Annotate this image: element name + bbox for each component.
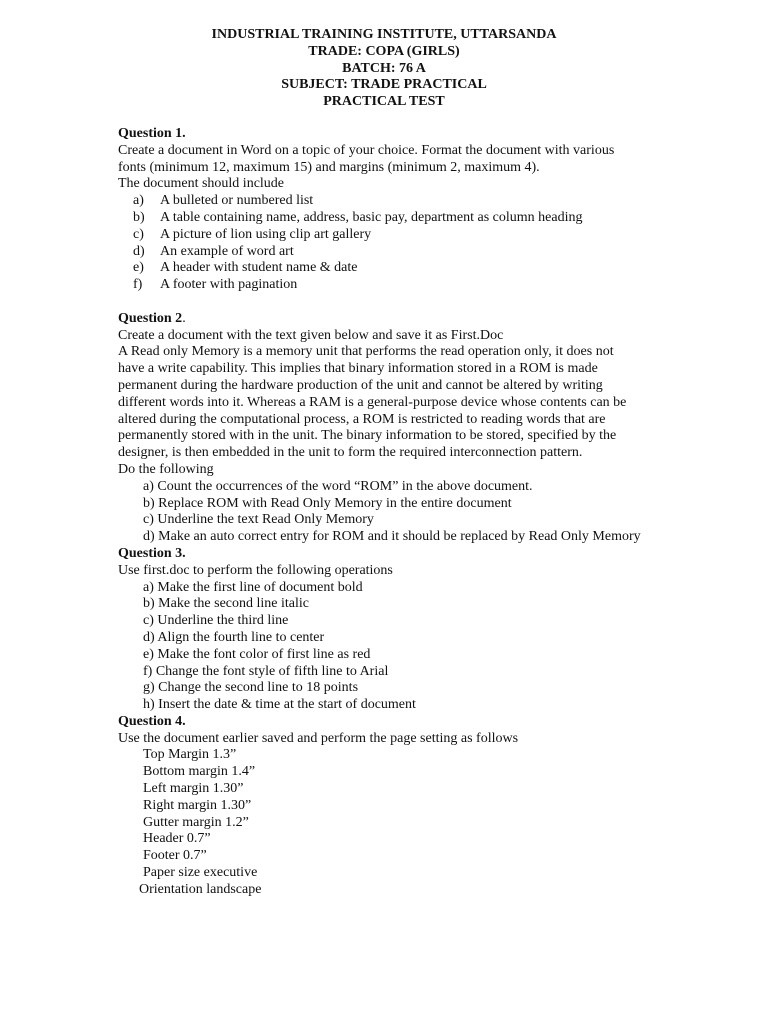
list-item-text: A bulleted or numbered list: [160, 193, 314, 209]
list-item-text: A picture of lion using clip art gallery: [160, 226, 372, 242]
list-marker: a): [133, 193, 144, 209]
list-item: Orientation landscape: [139, 881, 262, 897]
list-item: d) Make an auto correct entry for ROM and it should be replaced by Read Only Memory: [143, 529, 641, 545]
list-item: Footer 0.7”: [143, 848, 207, 864]
question-2-text: permanent during the hardware production of the unit and cannot be altered by writing: [118, 377, 603, 393]
question-2-text: altered during the computational process, a ROM is restricted to reading words that are: [118, 411, 606, 427]
document-body: [118, 126, 678, 899]
list-item: a) Make the first line of document bold: [143, 579, 363, 595]
question-1-text: The document should include: [118, 176, 285, 192]
list-item: Left margin 1.30”: [143, 781, 244, 797]
list-item: Header 0.7”: [143, 831, 211, 847]
batch-line: BATCH: 76 A: [342, 60, 426, 76]
list-marker: e): [133, 260, 144, 276]
list-item: b) Replace ROM with Read Only Memory in the entire document: [143, 495, 512, 511]
question-2-text: Create a document with the text given below and save it as First.Doc: [118, 327, 504, 343]
list-item: Right margin 1.30”: [143, 797, 252, 813]
question-3-text: Use first.doc to perform the following operations: [118, 562, 393, 578]
question-1-title: Question 1.: [118, 126, 186, 141]
question-2-period: .: [182, 310, 186, 326]
question-2-heading: [118, 311, 678, 328]
question-2-title: Question 2: [118, 310, 183, 326]
list-item: g) Change the second line to 18 points: [143, 680, 359, 696]
list-item: f) Change the font style of fifth line to Arial: [143, 663, 389, 679]
list-marker: c): [133, 226, 144, 242]
list-item: [118, 227, 678, 244]
list-item: Paper size executive: [143, 865, 258, 881]
list-item: e) Make the font color of first line as red: [143, 646, 371, 662]
list-item: h) Insert the date & time at the start of document: [143, 697, 416, 713]
list-item: c) Underline the text Read Only Memory: [143, 512, 374, 528]
list-item: c) Underline the third line: [143, 613, 289, 629]
list-marker: d): [133, 243, 145, 259]
question-1-text: fonts (minimum 12, maximum 15) and margins (minimum 2, maximum 4).: [118, 159, 540, 175]
question-2-text: Do the following: [118, 461, 214, 477]
list-item: d) Align the fourth line to center: [143, 629, 325, 645]
list-item: Bottom margin 1.4”: [143, 764, 256, 780]
list-item: Top Margin 1.3”: [143, 747, 237, 763]
list-item: [118, 210, 678, 227]
document-header: [0, 27, 768, 111]
institute-name: INDUSTRIAL TRAINING INSTITUTE, UTTARSANDA: [211, 27, 557, 42]
question-1-text: Create a document in Word on a topic of your choice. Format the document with various: [118, 142, 615, 158]
subject-line: SUBJECT: TRADE PRACTICAL: [281, 77, 487, 93]
list-item: [118, 277, 678, 294]
list-item: Gutter margin 1.2”: [143, 814, 249, 830]
list-item-text: A footer with pagination: [160, 277, 298, 293]
list-marker: b): [133, 209, 145, 225]
question-3-title: Question 3.: [118, 545, 186, 561]
list-marker: f): [133, 277, 143, 293]
trade-line: TRADE: COPA (GIRLS): [308, 43, 460, 59]
question-2-text: have a write capability. This implies that binary information stored in a ROM is made: [118, 361, 598, 377]
spacer: [118, 294, 678, 311]
list-item-text: A table containing name, address, basic pay, department as column heading: [160, 209, 583, 225]
question-2-text: different words into it. Whereas a RAM is a general-purpose device whose contents can be: [118, 394, 627, 410]
question-4-text: Use the document earlier saved and perform the page setting as follows: [118, 730, 519, 746]
question-2-text: A Read only Memory is a memory unit that performs the read operation only, it does not: [118, 344, 614, 360]
question-4-title: Question 4.: [118, 713, 186, 729]
list-item: [118, 260, 678, 277]
list-item-text: An example of word art: [160, 243, 294, 259]
question-1-list: [118, 193, 678, 294]
test-title: PRACTICAL TEST: [323, 94, 445, 110]
question-2-text: permanently stored with in the unit. The binary information to be stored, specified by the: [118, 428, 617, 444]
list-item: [118, 244, 678, 261]
question-2-text: designer, is then embedded in the unit to form the required interconnection pattern.: [118, 445, 583, 461]
list-item: [118, 193, 678, 210]
list-item: b) Make the second line italic: [143, 596, 309, 612]
list-item-text: A header with student name & date: [160, 260, 358, 276]
list-item: a) Count the occurrences of the word “ROM” in the above document.: [143, 478, 533, 494]
